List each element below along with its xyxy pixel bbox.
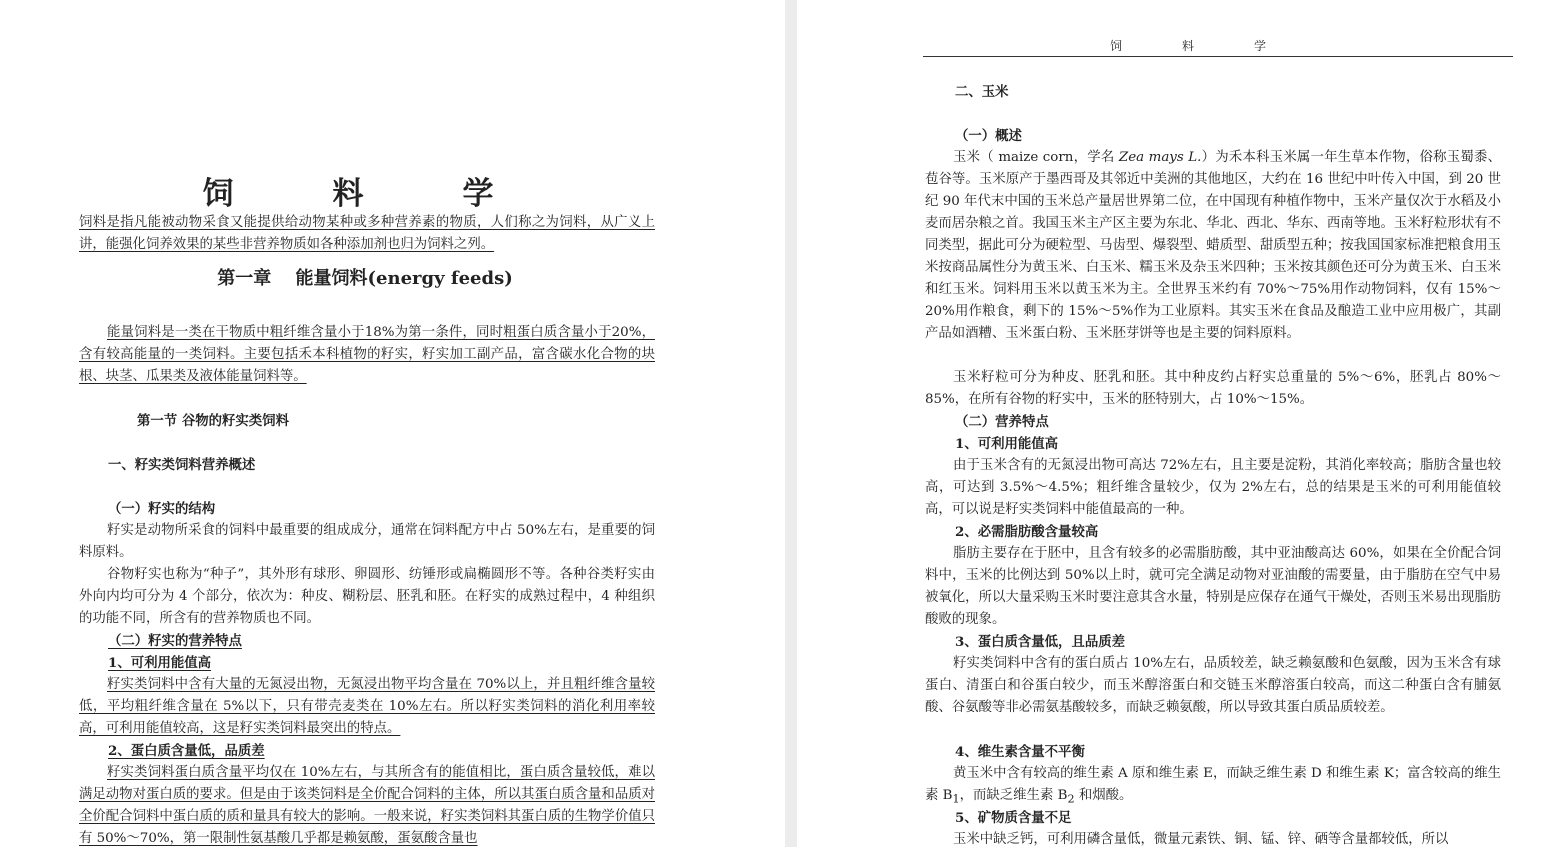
vitamin-subscript-2: 2 (1067, 792, 1075, 806)
vitamin-paragraph (925, 763, 1501, 811)
nutrition-heading: （二）营养特点 (955, 414, 1049, 430)
overview-heading: （一）概述 (955, 128, 1022, 144)
corn-section-heading: 二、玉米 (955, 84, 1009, 100)
structure-heading: （一）籽实的结构 (108, 501, 216, 517)
page-gap (785, 0, 797, 847)
energy-paragraph: 籽实类饲料中含有大量的无氮浸出物，无氮浸出物平均含量在 70%以上，并且粗纤维含量较低，平均粗纤维含量在 5%以下，只有带壳麦类在 10%左右。所以籽实类饲料的消化利用率较高，可利用能值较高，这是籽实类饲料最突出的特点。 (79, 677, 655, 736)
fatty-acid-paragraph: 脂肪主要存在于胚中，且含有较多的必需脂肪酸，其中亚油酸高达 60%，如果在全价配合饲料中，玉米的比例达到 50%以上时，就可完全满足动物对亚油酸的需要量，由于脂肪在空气中易被氧化，所以大量采购玉米时要注意其含水量，特别是应保存在通气干燥处，否则玉米易出现脂肪酸败的现象。 (925, 546, 1501, 627)
overview-text-start: 玉米（ maize corn，学名 (953, 150, 1119, 165)
nutrition-heading: （二）籽实的营养特点 (108, 633, 242, 649)
subsection-heading: 一、籽实类饲料营养概述 (108, 457, 256, 473)
structure-paragraph-1: 籽实是动物所采食的饲料中最重要的组成成分，通常在饲料配方中占 50%左右，是重要的饲料原料。 (79, 523, 655, 560)
vitamin-heading: 4、维生素含量不平衡 (955, 744, 1085, 760)
header-rule (923, 56, 1513, 57)
right-page (797, 0, 1556, 847)
latin-name: Zea mays L. (1118, 150, 1202, 165)
overview-paragraph-2: 玉米籽粒可分为种皮、胚乳和胚。其中种皮约占籽实总重量的 5%～6%，胚乳占 80%～85%，在所有谷物的籽实中，玉米的胚特别大，占 10%～15%。 (925, 370, 1501, 407)
chapter-heading: 第一章 能量饲料(energy feeds) (217, 268, 513, 289)
chapter-intro-paragraph: 能量饲料是一类在干物质中粗纤维含量小于18%为第一条件，同时粗蛋白质含量小于20%，含有较高能量的一类饲料。主要包括禾本科植物的籽实，籽实加工副产品，富含碳水化合物的块根、块茎、瓜果类及液体能量饲料等。 (79, 325, 655, 384)
definition-paragraph: 饲料是指凡能被动物采食又能提供给动物某种或多种营养素的物质，人们称之为饲料，从广义上讲，能强化饲养效果的某些非营养物质如各种添加剂也归为饲料之列。 (79, 215, 655, 252)
fatty-acid-heading: 2、必需脂肪酸含量较高 (955, 524, 1099, 540)
protein-paragraph: 籽实类饲料中含有的蛋白质占 10%左右，品质较差，缺乏赖氨酸和色氨酸，因为玉米含有球蛋白、清蛋白和谷蛋白较少，而玉米醇溶蛋白和交链玉米醇溶蛋白较高，而这二种蛋白含有脯氨酸、谷氨酸等非必需氨基酸较多，而缺乏赖氨酸，所以导致其蛋白质品质较差。 (925, 656, 1501, 715)
protein-paragraph: 籽实类饲料蛋白质含量平均仅在 10%左右，与其所含有的能值相比，蛋白质含量较低，难以满足动物对蛋白质的要求。但是由于该类饲料是全价配合饲料的主体，所以其蛋白质含量和品质对全价配合饲料中蛋白质的质和量具有较大的影响。一般来说，籽实类饲料其蛋白质的生物学价值只有 50%～70%，第一限制性氨基酸几乎都是赖氨酸，蛋氨酸含量也 (79, 765, 655, 846)
vitamin-text-2: ，而缺乏维生素 B (959, 788, 1068, 803)
protein-heading: 2、蛋白质含量低，品质差 (108, 743, 265, 759)
protein-heading: 3、蛋白质含量低，且品质差 (955, 634, 1126, 650)
overview-text-rest: ）为禾本科玉米属一年生草本作物，俗称玉蜀黍、苞谷等。玉米原产于墨西哥及其邻近中美洲的其他地区，大约在 16 世纪中叶传入中国，到 20 世纪 90 年代末中国的玉米总产量居世界第二位，在中国现有种植作物中，玉米产量仅次于水稻及小麦而居杂粮之首。我国玉米主产区主要为东北、华北、西北、华东、西南等地。玉米籽粒形状有不同类型，据此可分为硬粒型、马齿型、爆裂型、蜡质型、甜质型五种；按我国国家标准把粮食用玉米按商品属性分为黄玉米、白玉米、糯玉米及杂玉米四种；玉米按其颜色还可分为黄玉米、白玉米和红玉米。饲料用玉米以黄玉米为主。全世界玉米约有 70%～75%用作动物饲料，仅有 15%～20%用作粮食，剩下的 15%～5%作为工业原料。其实玉米在食品及酿造工业中应用极广，其副产品如酒糟、玉米蛋白粉、玉米胚芽饼等也是主要的饲料原料。 (925, 150, 1501, 341)
vitamin-text-1: 黄玉米中含有较高的维生素 A 原和维生素 E，而缺乏维生素 D 和维生素 K；富含较高的维生素 B (925, 766, 1501, 803)
mineral-heading: 5、矿物质含量不足 (955, 810, 1072, 826)
mineral-paragraph: 玉米中缺乏钙，可利用磷含量低，微量元素铁、铜、锰、锌、硒等含量都较低，所以 (953, 832, 1449, 847)
energy-paragraph: 由于玉米含有的无氮浸出物可高达 72%左右，且主要是淀粉，其消化率较高；脂肪含量也较高，可达到 3.5%～4.5%；粗纤维含量较少，仅为 2%左右，总的结果是玉米的可利用能值较高，可以说是籽实类饲料中能值最高的一种。 (925, 458, 1501, 517)
overview-paragraph-1 (925, 147, 1501, 345)
running-head: 饲料学 (1109, 39, 1326, 53)
vitamin-subscript-1: 1 (952, 792, 960, 806)
energy-heading: 1、可利用能值高 (955, 436, 1059, 452)
vitamin-text-3: 和烟酸。 (1074, 788, 1133, 803)
section-heading: 第一节 谷物的籽实类饲料 (137, 413, 289, 429)
document-title: 饲 料 学 (202, 176, 528, 212)
structure-paragraph-2: 谷物籽实也称为“种子”，其外形有球形、卵圆形、纺锤形或扁椭圆形不等。各种谷类籽实由外向内均可分为 4 个部分，依次为：种皮、糊粉层、胚乳和胚。在籽实的成熟过程中，4 种组织的功能不同，所含有的营养物质也不同。 (79, 567, 655, 626)
energy-heading: 1、可利用能值高 (108, 655, 212, 671)
